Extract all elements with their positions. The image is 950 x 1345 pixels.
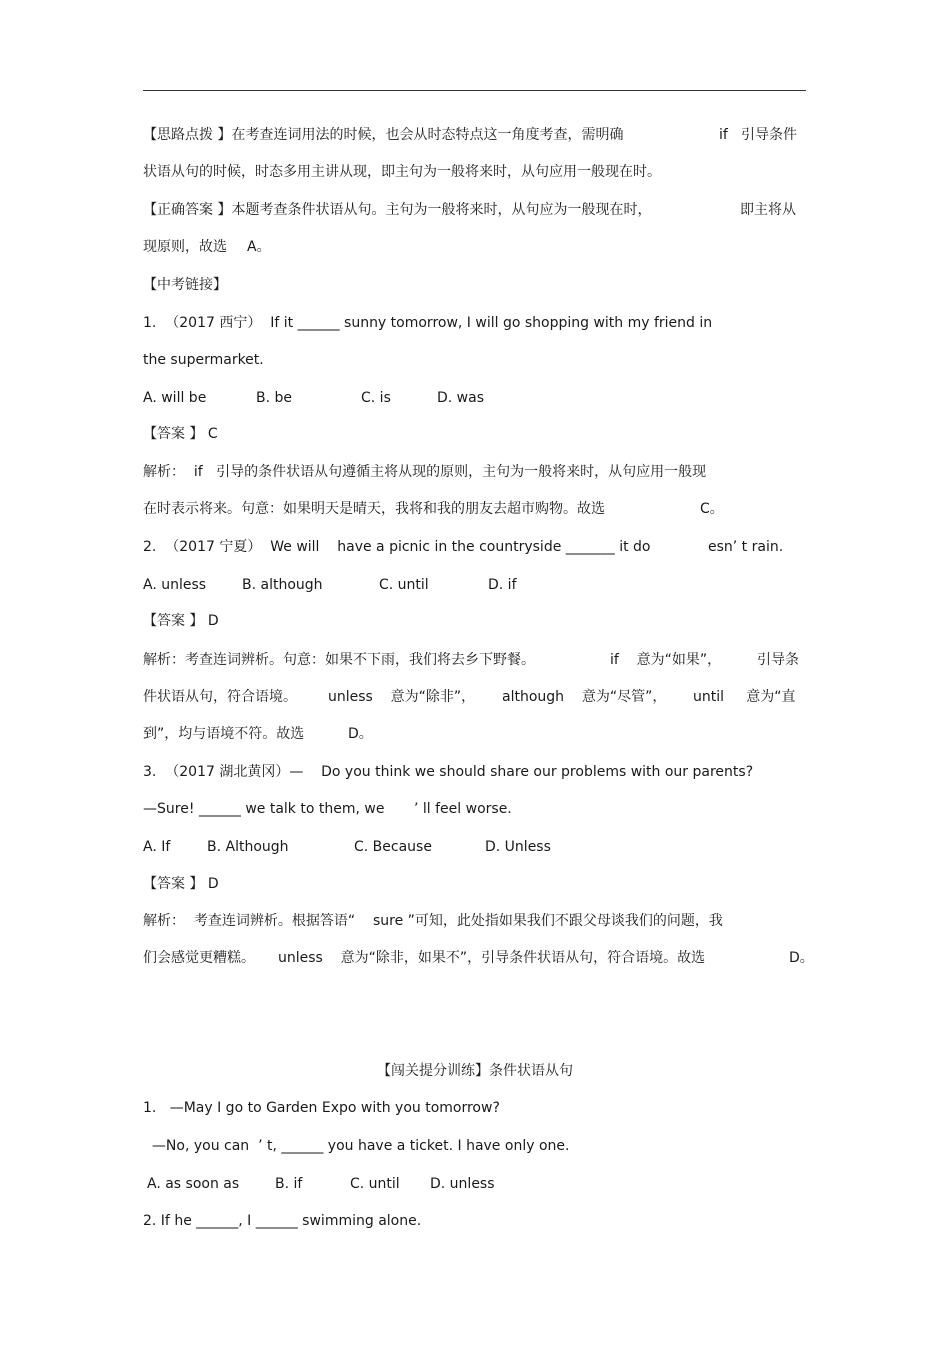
q2-option-d: D. if bbox=[488, 577, 517, 593]
q1-option-d: D. was bbox=[437, 390, 485, 406]
q2-explanation-line2: 件状语从句，符合语境。 bbox=[143, 689, 297, 705]
q1-explanation-line1: 解析： if 引导的条件状语从句遵循主将从现的原则，主句为一般将来时，从句应用一般现 bbox=[143, 464, 707, 480]
q2-explanation-line1-end: 引导条 bbox=[757, 652, 799, 668]
q1-explanation-answer: C。 bbox=[700, 501, 724, 517]
q2-explanation-until: until 意为“直 bbox=[693, 689, 796, 705]
q1-option-a: A. will be bbox=[143, 390, 207, 406]
q1-stem-line2: the supermarket. bbox=[143, 352, 264, 368]
q3-stem-line2-end: ’ ll feel worse. bbox=[414, 801, 512, 817]
siluo-line2: 状语从句的时候，时态多用主讲从现，即主句为一般将来时，从句应用一般现在时。 bbox=[143, 164, 661, 180]
q2-option-c: C. until bbox=[379, 577, 429, 593]
q1-option-c: C. is bbox=[361, 390, 391, 406]
q3-option-d: D. Unless bbox=[485, 839, 551, 855]
q3-explanation-unless: unless 意为“除非，如果不”，引导条件状语从句，符合语境。故选 bbox=[278, 950, 706, 966]
q3-explanation-line1: 解析： 考查连词辨析。根据答语“ sure ”可知，此处指如果我们不跟父母谈我们的问题，我 bbox=[143, 913, 723, 929]
q2-explanation-line1-mid: if 意为“如果”， bbox=[610, 652, 722, 668]
q2-stem-line1: 2. （2017 宁夏） We will have a picnic in the countryside _______ it do bbox=[143, 539, 651, 555]
q2-option-b: B. although bbox=[242, 577, 323, 593]
q3-option-c: C. Because bbox=[354, 839, 432, 855]
q2-answer: 【答案 】 D bbox=[143, 613, 219, 629]
header-rule bbox=[143, 90, 806, 91]
q2-explanation-although: although 意为“尽管”， bbox=[502, 689, 667, 705]
q3-explanation-answer: D。 bbox=[789, 950, 814, 966]
q2-explanation-answer: D。 bbox=[348, 726, 373, 742]
q2-stem-line1-end: esn’ t rain. bbox=[708, 539, 784, 555]
zhengque-line1-end: 即主将从 bbox=[740, 202, 796, 218]
siluo-if: if bbox=[719, 127, 728, 143]
training-q2-stem: 2. If he ______, I ______ swimming alone. bbox=[143, 1213, 422, 1229]
q3-answer: 【答案 】 D bbox=[143, 876, 219, 892]
q2-explanation-line3: 到”，均与语境不符。故选 bbox=[143, 726, 305, 742]
q2-explanation-line1: 解析：考查连词辨析。句意：如果不下雨，我们将去乡下野餐。 bbox=[143, 652, 535, 668]
q3-option-a: A. If bbox=[143, 839, 171, 855]
training-q1-option-a: A. as soon as bbox=[147, 1176, 240, 1192]
training-q1-option-b: B. if bbox=[275, 1176, 303, 1192]
training-q1-option-c: C. until bbox=[350, 1176, 400, 1192]
link-title: 【中考链接】 bbox=[143, 277, 227, 293]
q1-explanation-line2: 在时表示将来。句意：如果明天是晴天，我将和我的朋友去超市购物。故选 bbox=[143, 501, 605, 517]
q3-explanation-line2: 们会感觉更糟糕。 bbox=[143, 950, 255, 966]
zhengque-answer: A。 bbox=[247, 239, 271, 255]
training-q1-option-d: D. unless bbox=[430, 1176, 495, 1192]
q1-answer: 【答案 】 C bbox=[143, 426, 218, 442]
q2-explanation-unless: unless 意为“除非”， bbox=[328, 689, 476, 705]
zhengque-line1: 【正确答案 】本题考查条件状语从句。主句为一般将来时，从句应为一般现在时， bbox=[143, 202, 652, 218]
zhengque-line2: 现原则，故选 bbox=[143, 239, 227, 255]
training-q1-stem-line2: —No, you can ’ t, ______ you have a ticket. I have only one. bbox=[143, 1138, 570, 1154]
training-title: 【闯关提分训练】条件状语从句 bbox=[377, 1063, 573, 1079]
q2-option-a: A. unless bbox=[143, 577, 207, 593]
q1-option-b: B. be bbox=[256, 390, 293, 406]
training-q1-stem-line1: 1. —May I go to Garden Expo with you tomorrow? bbox=[143, 1100, 500, 1116]
q3-stem-line1: 3. （2017 湖北黄冈）— Do you think we should share our problems with our parents? bbox=[143, 764, 754, 780]
siluo-line1-end: 引导条件 bbox=[741, 127, 797, 143]
siluo-line1: 【思路点拨 】在考查连词用法的时候，也会从时态特点这一角度考查，需明确 bbox=[143, 127, 624, 143]
q3-option-b: B. Although bbox=[207, 839, 289, 855]
q1-stem-line1: 1. （2017 西宁） If it ______ sunny tomorrow, I will go shopping with my friend in bbox=[143, 315, 713, 331]
q3-stem-line2: —Sure! ______ we talk to them, we bbox=[143, 801, 385, 817]
